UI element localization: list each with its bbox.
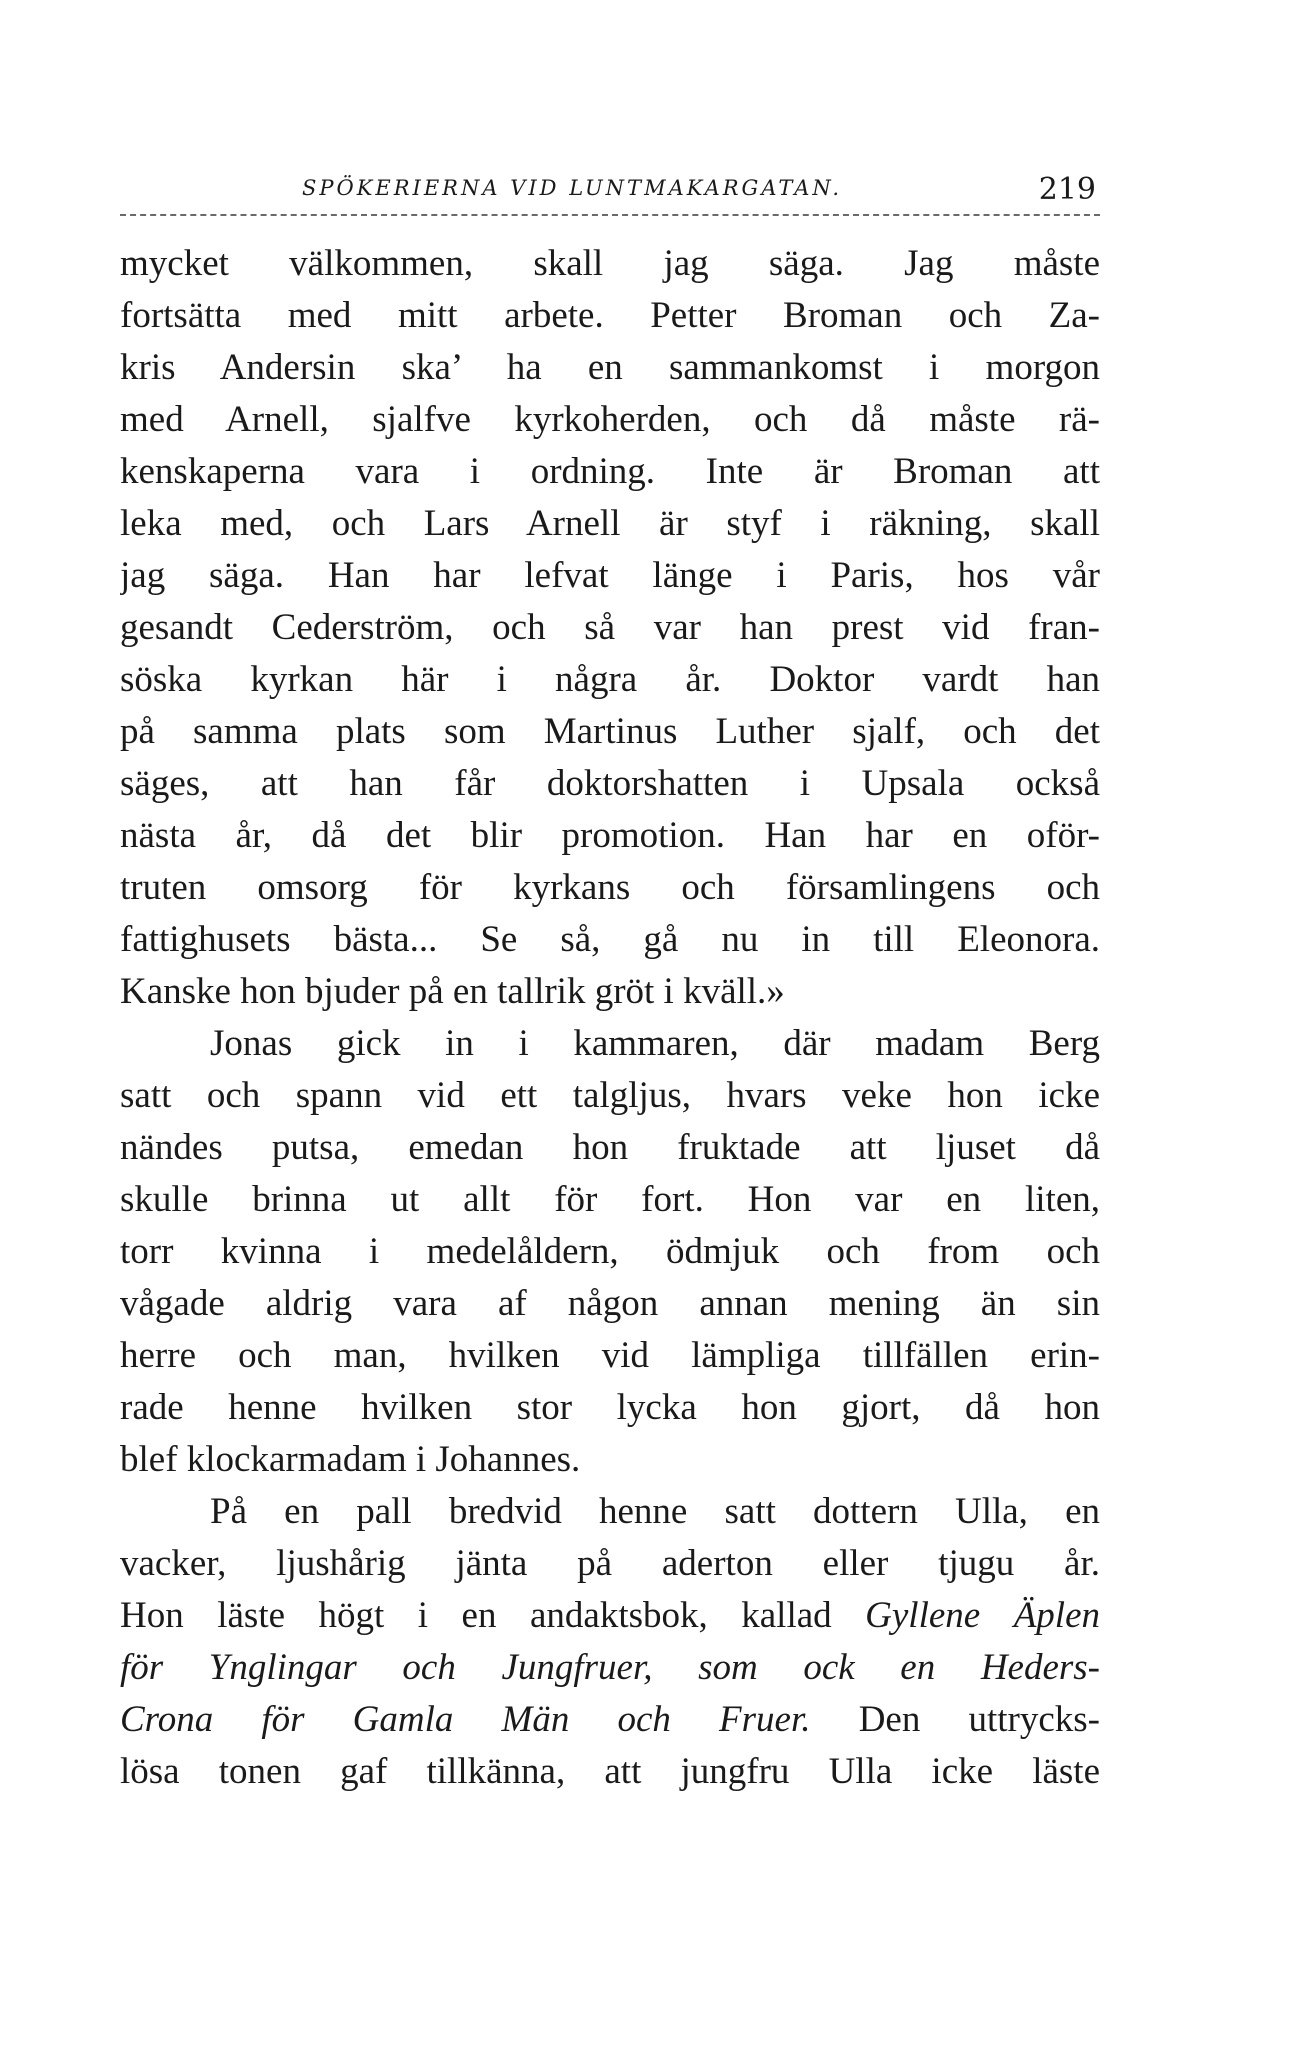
text-line: leka med, och Lars Arnell är styf i räkning, skall xyxy=(120,503,1100,544)
running-title: SPÖKERIERNA VID LUNTMAKARGATAN. xyxy=(302,176,843,200)
text-line: satt och spann vid ett talgljus, hvars veke hon icke xyxy=(120,1075,1100,1116)
text-line: Kanske hon bjuder på en tallrik gröt i kväll.» xyxy=(120,971,785,1012)
body-text xyxy=(120,238,1100,1798)
plain-lines xyxy=(120,238,1100,1590)
running-head xyxy=(120,168,1100,212)
text-line: med Arnell, sjalfve kyrkoherden, och då måste rä- xyxy=(120,399,1100,440)
text-line-final: lösa tonen gaf tillkänna, att jungfru Ulla icke läste xyxy=(120,1751,1100,1792)
text-line: säges, att han får doktorshatten i Upsala också xyxy=(120,763,1100,804)
text-line: gesandt Cederström, och så var han prest vid fran- xyxy=(120,607,1100,648)
header-rule xyxy=(120,214,1100,216)
book-title-segment: för Ynglingar och Jungfruer, som ock en Heders- xyxy=(120,1647,1100,1688)
line-segment: Hon läste högt i en andaktsbok, kallad xyxy=(120,1595,866,1636)
text-line: Jonas gick in i kammaren, där madam Berg xyxy=(210,1023,1100,1064)
book-title-segment: Crona för Gamla Män och Fruer. xyxy=(120,1699,811,1740)
text-line: torr kvinna i medelåldern, ödmjuk och from och xyxy=(120,1231,1100,1272)
text-line: mycket välkommen, skall jag säga. Jag måste xyxy=(120,243,1100,284)
text-line: blef klockarmadam i Johannes. xyxy=(120,1439,581,1480)
text-line: nändes putsa, emedan hon fruktade att ljuset då xyxy=(120,1127,1100,1168)
text-line-italic-3 xyxy=(120,1694,1100,1746)
text-line: skulle brinna ut allt för fort. Hon var en liten, xyxy=(120,1179,1100,1220)
book-title-segment: Gyllene Äplen xyxy=(865,1595,1100,1636)
text-line: kenskaperna vara i ordning. Inte är Broman att xyxy=(120,451,1100,492)
text-line: vacker, ljushårig jänta på aderton eller tjugu år. xyxy=(120,1543,1100,1584)
line-segment: Den uttrycks- xyxy=(810,1699,1100,1740)
text-line: på samma plats som Martinus Luther sjalf, och det xyxy=(120,711,1100,752)
text-line: rade henne hvilken stor lycka hon gjort, då hon xyxy=(120,1387,1100,1428)
text-line: jag säga. Han har lefvat länge i Paris, hos vår xyxy=(120,555,1100,596)
page-number: 219 xyxy=(1038,172,1096,207)
text-line: herre och man, hvilken vid lämpliga tillfällen erin- xyxy=(120,1335,1100,1376)
text-line: nästa år, då det blir promotion. Han har en oför- xyxy=(120,815,1100,856)
text-line: På en pall bredvid henne satt dottern Ulla, en xyxy=(210,1491,1100,1532)
text-line: truten omsorg för kyrkans och församlingens och xyxy=(120,867,1100,908)
text-line: fortsätta med mitt arbete. Petter Broman och Za- xyxy=(120,295,1100,336)
text-line: kris Andersin ska’ ha en sammankomst i morgon xyxy=(120,347,1100,388)
text-line-italic-1 xyxy=(120,1590,1100,1642)
text-line: fattighusets bästa... Se så, gå nu in till Eleonora. xyxy=(120,919,1100,960)
text-line-italic-2 xyxy=(120,1642,1100,1694)
text-line: vågade aldrig vara af någon annan mening än sin xyxy=(120,1283,1100,1324)
text-line: söska kyrkan här i några år. Doktor vardt han xyxy=(120,659,1100,700)
